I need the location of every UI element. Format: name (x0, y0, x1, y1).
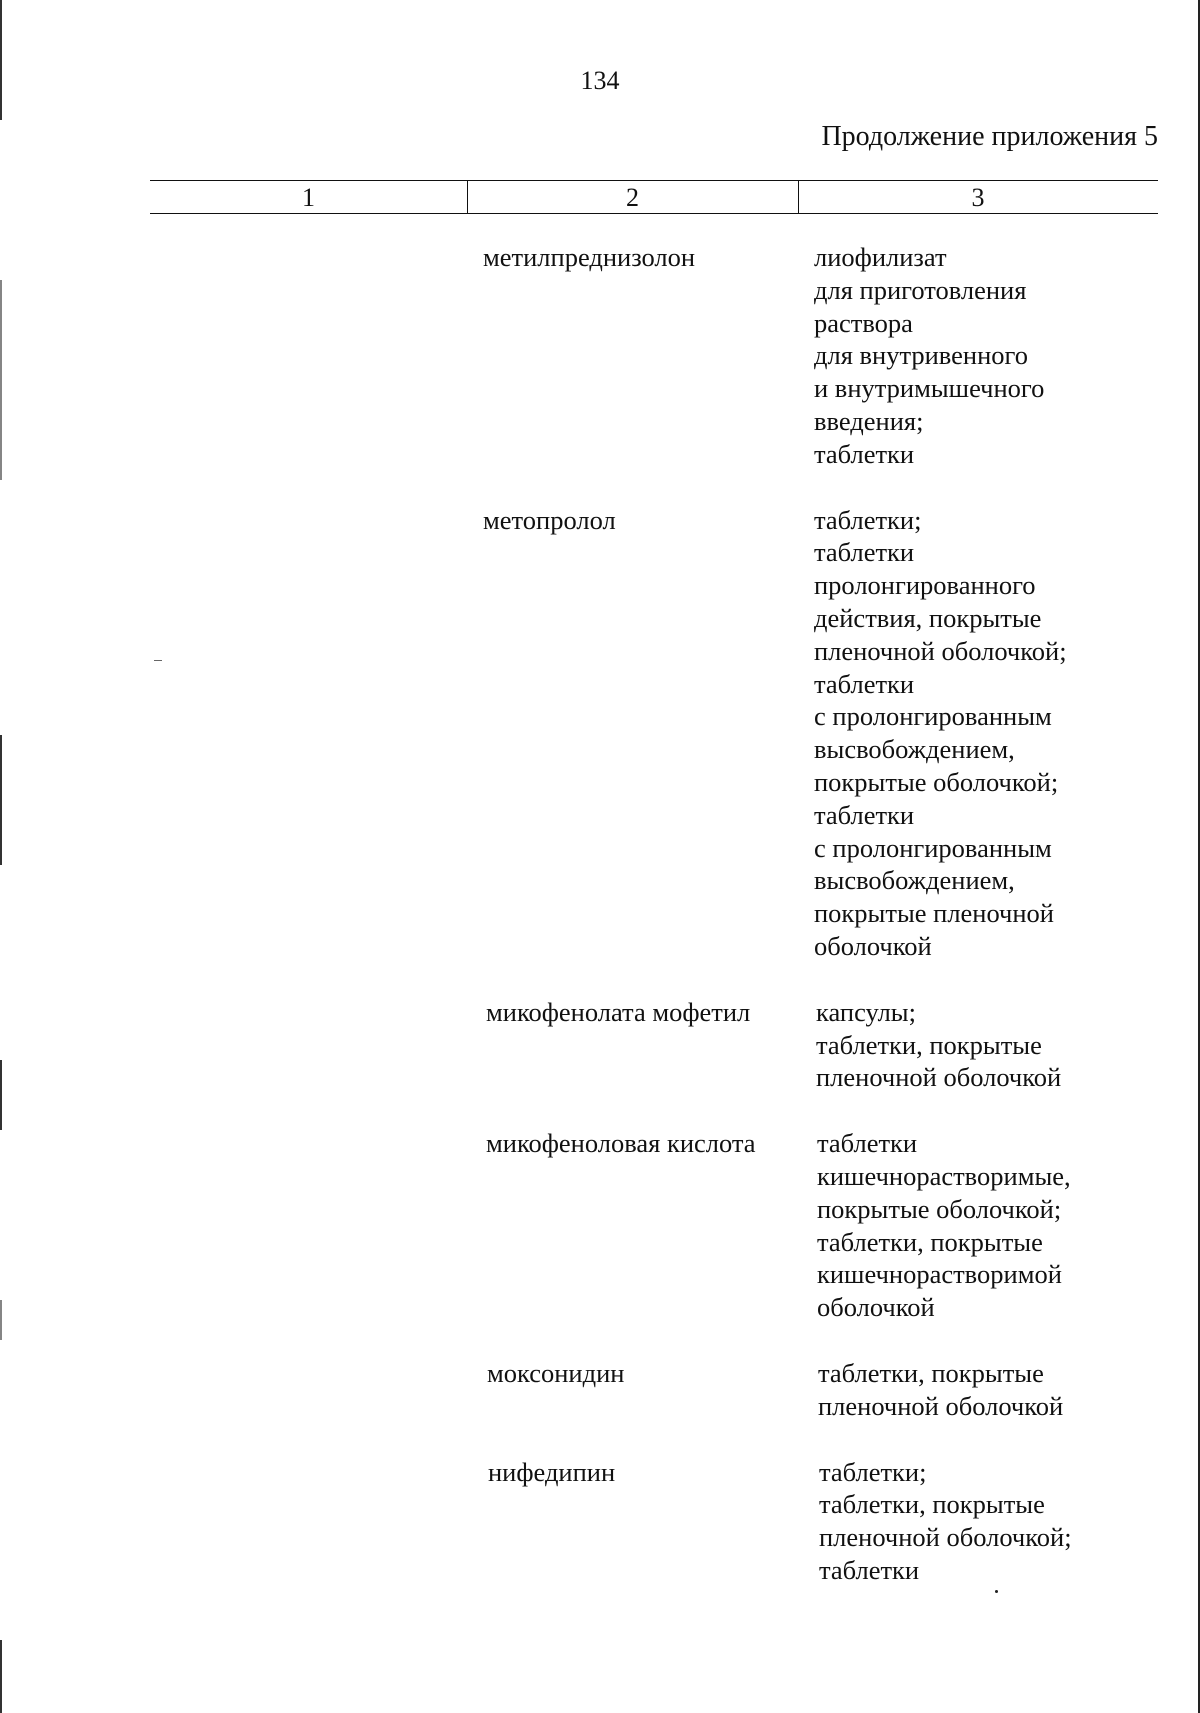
drug-name: микофенолата мофетил (486, 996, 751, 1027)
dosage-form-line: пленочной оболочкой (818, 1390, 1064, 1421)
drug-name: моксонидин (487, 1357, 625, 1388)
dosage-form-line: раствора (814, 307, 913, 338)
dosage-form-line: высвобождением, (814, 865, 1015, 896)
dosage-form-line: действия, покрытые (814, 602, 1042, 633)
dosage-form-line: таблетки (814, 438, 915, 469)
table-row (0, 241, 1200, 471)
dosage-form-line: таблетки, покрытые (819, 1489, 1045, 1520)
dosage-form-line: таблетки; (819, 1456, 927, 1487)
dosage-form-line: таблетки; (814, 504, 922, 535)
column-header-3: 3 (971, 183, 985, 212)
dosage-form-line: оболочкой (814, 930, 932, 961)
dosage-form-line: для приготовления (814, 274, 1027, 305)
dosage-form-line: таблетки (814, 537, 915, 568)
dosage-form-line: кишечнорастворимые, (817, 1160, 1071, 1191)
dosage-form-line: кишечнорастворимой (817, 1259, 1062, 1290)
dosage-form-line: с пролонгированным (814, 701, 1052, 732)
dosage-form-line: капсулы; (816, 996, 916, 1027)
dosage-forms (819, 1456, 1164, 1587)
drug-name: метилпреднизолон (483, 242, 696, 272)
continuation-label: Продолжение приложения 5 (821, 121, 1158, 152)
drug-name: метопролол (483, 504, 616, 535)
drug-name: микофеноловая кислота (486, 1128, 756, 1159)
dosage-form-line: таблетки (817, 1128, 918, 1159)
dosage-form-line: покрытые оболочкой; (817, 1193, 1062, 1224)
dosage-form-line: таблетки (814, 799, 915, 830)
dosage-form-line: покрытые оболочкой; (814, 766, 1059, 797)
scan-margin-mark (0, 0, 2, 120)
dosage-form-line: таблетки (819, 1554, 920, 1585)
table-row (0, 996, 1200, 1094)
page-number: 134 (580, 66, 620, 95)
table-row (0, 1456, 1200, 1587)
table-row (0, 1357, 1200, 1423)
dosage-form-line: лиофилизат (814, 242, 947, 272)
dosage-form-line: оболочкой (817, 1292, 935, 1323)
dosage-forms (817, 1127, 1162, 1324)
dosage-form-line: таблетки (814, 668, 915, 699)
dosage-form-line: покрытые пленочной (814, 898, 1054, 929)
dosage-form-line: пленочной оболочкой (816, 1062, 1062, 1093)
dosage-forms (816, 996, 1161, 1094)
table-row (0, 504, 1200, 963)
dosage-form-line: таблетки, покрытые (818, 1357, 1044, 1388)
dosage-form-line: пролонгированного (814, 570, 1036, 601)
scan-margin-mark (0, 1640, 2, 1713)
column-header-2: 2 (626, 183, 639, 212)
dosage-forms (818, 1357, 1163, 1423)
dosage-form-line: пленочной оболочкой; (814, 635, 1067, 666)
dosage-forms (814, 504, 1159, 963)
dosage-form-line: введения; (814, 405, 924, 436)
dosage-form-line: высвобождением, (814, 734, 1015, 765)
table-body (0, 241, 1200, 1620)
dosage-forms (814, 241, 1159, 471)
dosage-form-line: для внутривенного (814, 340, 1028, 371)
dosage-form-line: таблетки, покрытые (816, 1029, 1042, 1060)
dosage-form-line: и внутримышечного (814, 373, 1045, 404)
table-row (0, 1127, 1200, 1324)
dosage-form-line: таблетки, покрытые (817, 1226, 1043, 1257)
column-header-1: 1 (302, 183, 315, 212)
drug-name: нифедипин (488, 1456, 616, 1487)
dosage-form-line: с пролонгированным (814, 832, 1052, 863)
dosage-form-line: пленочной оболочкой; (819, 1522, 1072, 1553)
